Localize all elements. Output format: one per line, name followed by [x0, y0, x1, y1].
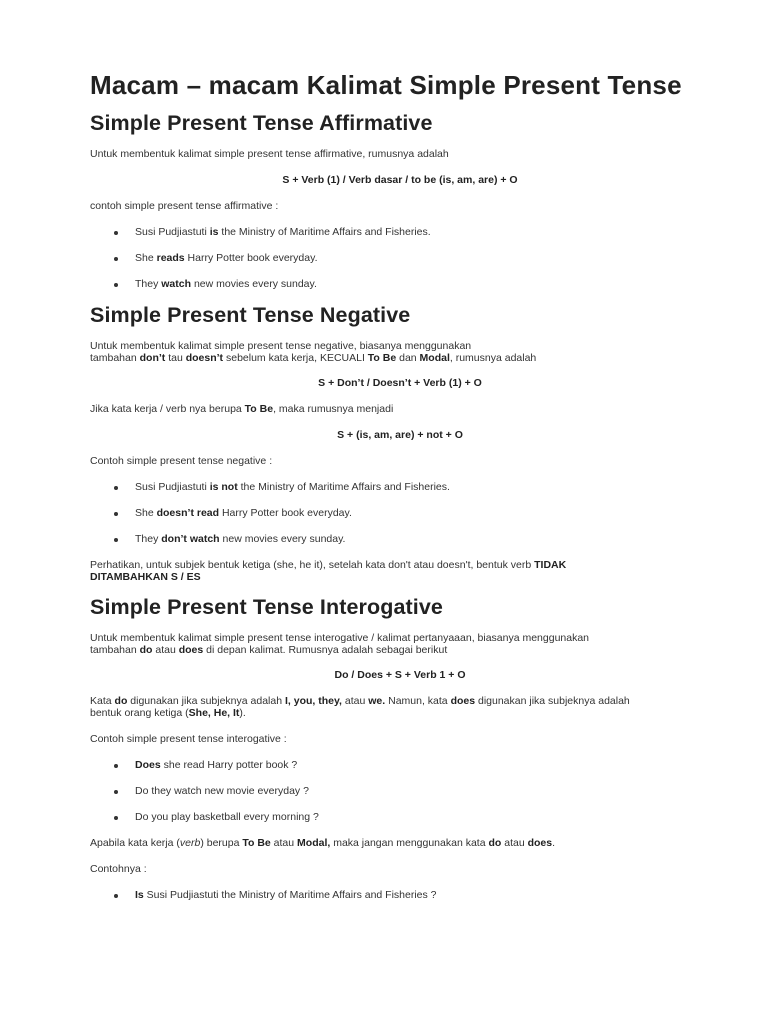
negative-note: Perhatikan, untuk subjek bentuk ketiga (she, he it), setelah kata don't atau doesn't, bentuk verb TIDAK DITAMBAHKAN S / ES [90, 559, 567, 583]
negative-tobe-formula: S + (is, am, are) + not + O [337, 429, 463, 441]
negative-example-list [90, 481, 710, 545]
list-item: Does she read Harry potter book ? [90, 759, 710, 771]
interrogative-usage-line1: Kata do digunakan jika subjeknya adalah I, you, they, atau we. Namun, kata does digunakan jika subjeknya adalah [90, 695, 630, 707]
negative-intro-line1: Untuk membentuk kalimat simple present tense negative, biasanya menggunakan [90, 340, 472, 352]
negative-formula: S + Don’t / Doesn’t + Verb (1) + O [318, 377, 482, 389]
bullet-icon [114, 231, 118, 235]
list-item: Do they watch new movie everyday ? [90, 785, 710, 797]
bullet-icon [114, 816, 118, 820]
affirmative-example-label: contoh simple present tense affirmative : [90, 200, 279, 212]
bullet-icon [114, 790, 118, 794]
list-item: Susi Pudjiastuti is not the Ministry of Maritime Affairs and Fisheries. [90, 481, 710, 493]
interrogative-last-example-list [90, 889, 710, 901]
bullet-icon [114, 894, 118, 898]
bullet-icon [114, 257, 118, 261]
document-page [90, 70, 710, 901]
bullet-icon [114, 283, 118, 287]
negative-example-label: Contoh simple present tense negative : [90, 455, 273, 467]
interrogative-usage-line2: bentuk orang ketiga (She, He, It). [90, 707, 246, 719]
list-item: They don’t watch new movies every sunday. [90, 533, 710, 545]
list-item: She reads Harry Potter book everyday. [90, 252, 710, 264]
list-item: Susi Pudjiastuti is the Ministry of Maritime Affairs and Fisheries. [90, 226, 710, 238]
list-item: They watch new movies every sunday. [90, 278, 710, 290]
bullet-icon [114, 512, 118, 516]
interrogative-example-list [90, 759, 710, 823]
interrogative-tobe-line: Apabila kata kerja (verb) berupa To Be atau Modal, maka jangan menggunakan kata do atau does. [90, 837, 556, 849]
affirmative-formula: S + Verb (1) / Verb dasar / to be (is, am, are) + O [282, 174, 518, 186]
bullet-icon [114, 486, 118, 490]
interrogative-intro-line1: Untuk membentuk kalimat simple present tense interogative / kalimat pertanyaaan, biasanya menggunakan [90, 632, 590, 644]
list-item: Is Susi Pudjiastuti the Ministry of Maritime Affairs and Fisheries ? [90, 889, 710, 901]
bullet-icon [114, 764, 118, 768]
document-title: Macam – macam Kalimat Simple Present Tense [90, 70, 682, 100]
list-item: Do you play basketball every morning ? [90, 811, 710, 823]
list-item: She doesn’t read Harry Potter book everyday. [90, 507, 710, 519]
interrogative-contoh-label: Contohnya : [90, 863, 147, 875]
affirmative-example-list [90, 226, 710, 290]
affirmative-heading: Simple Present Tense Affirmative [90, 111, 433, 135]
interrogative-intro-line2: tambahan do atau does di depan kalimat. Rumusnya adalah sebagai berikut [90, 644, 448, 656]
affirmative-intro: Untuk membentuk kalimat simple present tense affirmative, rumusnya adalah [90, 148, 449, 160]
interrogative-example-label: Contoh simple present tense interogative : [90, 733, 287, 745]
negative-intro-line2: tambahan don’t tau doesn’t sebelum kata kerja, KECUALI To Be dan Modal, rumusnya adalah [90, 352, 537, 364]
bullet-icon [114, 538, 118, 542]
negative-heading: Simple Present Tense Negative [90, 303, 411, 327]
negative-tobe-line: Jika kata kerja / verb nya berupa To Be, maka rumusnya menjadi [90, 403, 394, 415]
interrogative-heading: Simple Present Tense Interogative [90, 595, 443, 619]
interrogative-formula: Do / Does + S + Verb 1 + O [334, 669, 466, 681]
